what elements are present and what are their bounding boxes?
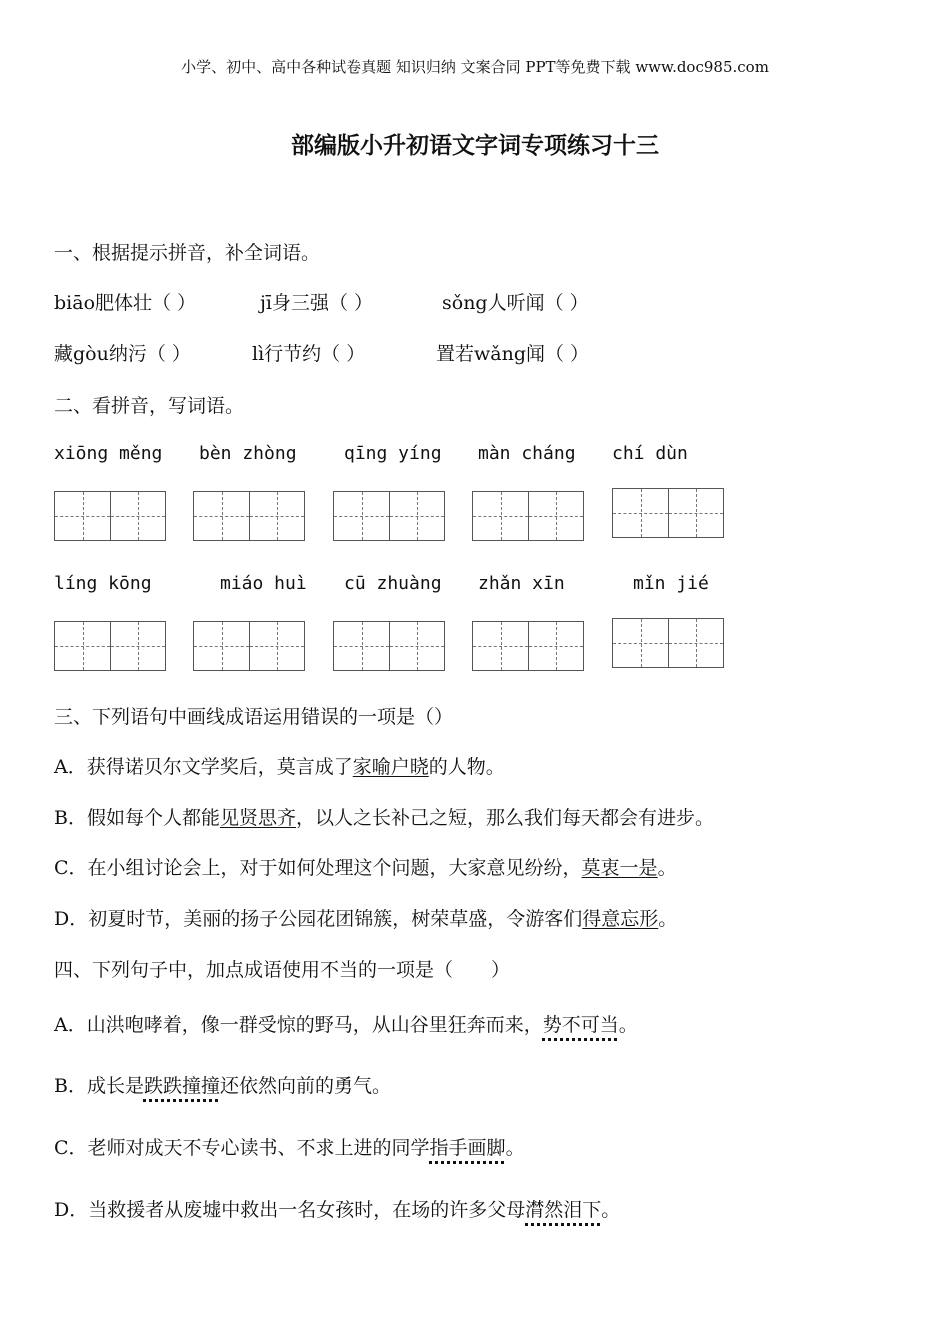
s1-item-2: jī身三强（ ） (260, 292, 374, 314)
s4-option-a: A．山洪咆哮着，像一群受惊的野马，从山谷里狂奔而来，势不可当。 (54, 1014, 638, 1036)
s1-item-6: 置若wǎng闻（ ） (436, 343, 590, 365)
s1-item-4: 藏gòu纳污（ ） (54, 343, 191, 365)
section4-heading: 四、下列句子中，加点成语使用不当的一项是（ ） (54, 959, 511, 981)
writing-grid[interactable] (54, 621, 166, 671)
s4-option-c: C．老师对成天不专心读书、不求上进的同学指手画脚。 (54, 1137, 525, 1159)
s1-item-1: biāo肥体壮（ ） (54, 292, 197, 314)
s1-item-3: sǒng人听闻（ ） (442, 292, 589, 314)
dotted-idiom: 跌跌撞撞 (143, 1075, 220, 1097)
dotted-idiom: 指手画脚 (429, 1137, 506, 1159)
pinyin-label: bèn zhòng (199, 443, 297, 464)
s3-option-a: A．获得诺贝尔文学奖后，莫言成了家喻户晓的人物。 (54, 756, 505, 778)
s3-option-c: C．在小组讨论会上，对于如何处理这个问题，大家意见纷纷，莫衷一是。 (54, 857, 677, 879)
section3-heading: 三、下列语句中画线成语运用错误的一项是（） (54, 706, 454, 728)
s4-option-b: B．成长是跌跌撞撞还依然向前的勇气。 (54, 1075, 391, 1097)
writing-grid[interactable] (333, 621, 445, 671)
writing-grid[interactable] (612, 618, 724, 668)
pinyin-label: qīng yíng (344, 443, 442, 464)
pinyin-label: xiōng měng (54, 443, 163, 464)
page-title: 部编版小升初语文字词专项练习十三 (291, 132, 659, 159)
writing-grid[interactable] (472, 621, 584, 671)
s4-option-d: D．当救援者从废墟中救出一名女孩时，在场的许多父母潸然泪下。 (54, 1199, 621, 1221)
writing-grid[interactable] (333, 491, 445, 541)
pinyin-label: zhǎn xīn (478, 573, 565, 594)
section1-heading: 一、根据提示拼音，补全词语。 (54, 242, 321, 264)
pinyin-label: líng kōng (54, 573, 152, 594)
pinyin-label: chí dùn (612, 443, 688, 464)
underlined-idiom: 家喻户晓 (352, 756, 429, 778)
s3-option-d: D．初夏时节，美丽的扬子公园花团锦簇，树荣草盛，令游客们得意忘形。 (54, 908, 678, 930)
s3-option-b: B．假如每个人都能见贤思齐，以人之长补己之短，那么我们每天都会有进步。 (54, 807, 714, 829)
pinyin-label: mǐn jié (633, 573, 709, 594)
s1-item-5: lì行节约（ ） (252, 343, 366, 365)
writing-grid[interactable] (193, 621, 305, 671)
dotted-idiom: 势不可当 (542, 1014, 619, 1036)
underlined-idiom: 得意忘形 (582, 908, 659, 930)
pinyin-label: miáo huì (220, 573, 307, 594)
writing-grid[interactable] (472, 491, 584, 541)
writing-grid[interactable] (193, 491, 305, 541)
underlined-idiom: 莫衷一是 (581, 857, 658, 879)
pinyin-label: cū zhuàng (344, 573, 442, 594)
page-header: 小学、初中、高中各种试卷真题 知识归纳 文案合同 PPT等免费下载 www.doc985.com (181, 58, 769, 76)
underlined-idiom: 见贤思齐 (219, 807, 296, 829)
writing-grid[interactable] (54, 491, 166, 541)
pinyin-label: màn cháng (478, 443, 576, 464)
section2-heading: 二、看拼音，写词语。 (54, 395, 245, 417)
dotted-idiom: 潸然泪下 (525, 1199, 602, 1221)
writing-grid[interactable] (612, 488, 724, 538)
